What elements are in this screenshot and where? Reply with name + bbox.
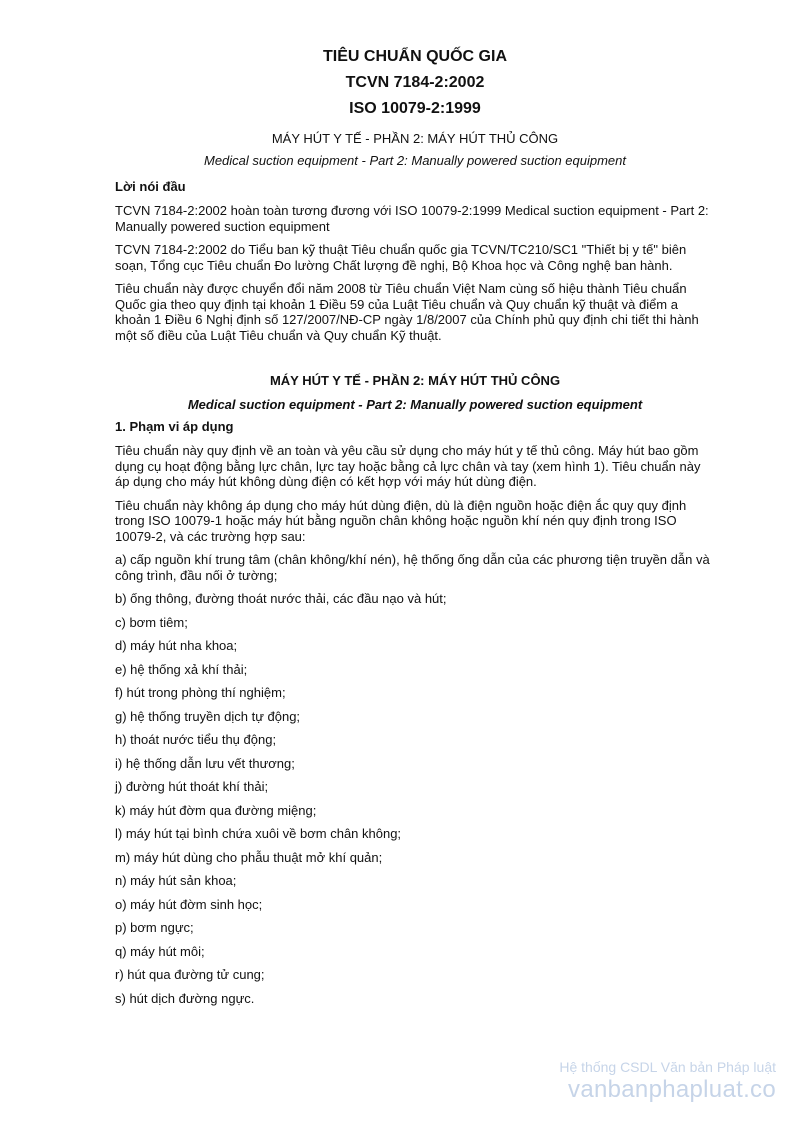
standard-code-iso: ISO 10079-2:1999 — [349, 100, 481, 117]
foreword-heading: Lời nói đầu — [115, 179, 186, 194]
foreword-paragraph: TCVN 7184-2:2002 do Tiểu ban kỹ thuật Tiêu chuẩn quốc gia TCVN/TC210/SC1 "Thiết bị y tế" biên soạn, Tổng cục Tiêu chuẩn Đo lường Chất lượng đề nghị, Bộ Khoa học và Công nghệ ban hành. — [115, 242, 687, 273]
section-heading-en: Medical suction equipment - Part 2: Manually powered suction equipment — [187, 397, 643, 412]
list-item: i) hệ thống dẫn lưu vết thương; — [115, 755, 295, 771]
list-item: b) ống thông, đường thoát nước thải, các đầu nạo và hút; — [115, 591, 447, 606]
list-item: j) đường hút thoát khí thải; — [115, 779, 269, 794]
list-item: l) máy hút tại bình chứa xuôi về bơm chân không; — [115, 826, 402, 841]
foreword-paragraph: Tiêu chuẩn này được chuyển đổi năm 2008 từ Tiêu chuẩn Việt Nam cùng số hiệu thành Tiêu chuẩn Quốc gia theo quy định tại khoản 1 Điều 59 của Luật Tiêu chuẩn và Quy chuẩn kỹ thuật và điểm a khoản 1 Điều 6 Nghị định số 127/2007/NĐ-CP ngày 1/8/2007 của Chính phủ quy định chi tiết thi hành một số điều của Luật Tiêu chuẩn và Quy chuẩn Kỹ thuật. — [115, 281, 699, 343]
list-item: s) hút dịch đường ngực. — [115, 990, 255, 1006]
scope-paragraph: Tiêu chuẩn này không áp dụng cho máy hút dùng điện, dù là điện nguồn hoặc điện ắc quy quy định trong ISO 10079-1 hoặc máy hút bằng nguồn chân không hoặc nguồn khí nén quy định trong ISO 10079-2, và các trường hợp sau: — [115, 497, 687, 544]
exclusion-list — [115, 552, 715, 1006]
list-item: n) máy hút sản khoa; — [115, 873, 237, 888]
list-item: m) máy hút dùng cho phẫu thuật mở khí quản; — [115, 849, 383, 865]
list-item: d) máy hút nha khoa; — [115, 638, 238, 653]
list-item: f) hút trong phòng thí nghiệm; — [115, 685, 286, 700]
document-subtitle-vi: MÁY HÚT Y TẾ - PHẦN 2: MÁY HÚT THỦ CÔNG — [271, 131, 559, 146]
standard-code-tcvn: TCVN 7184-2:2002 — [345, 74, 485, 91]
foreword-paragraph: TCVN 7184-2:2002 hoàn toàn tương đương với ISO 10079-2:1999 Medical suction equipment - Part 2: Manually powered suction equipment — [115, 203, 709, 234]
list-item: e) hệ thống xả khí thải; — [115, 661, 248, 677]
list-item: k) máy hút đờm qua đường miệng; — [115, 802, 317, 818]
list-item: a) cấp nguồn khí trung tâm (chân không/khí nén), hệ thống ống dẫn của các phương tiện truyền dẫn và công trình, đầu nối ở tường; — [115, 552, 710, 583]
list-item: g) hệ thống truyền dịch tự động; — [115, 708, 301, 724]
list-item: r) hút qua đường tử cung; — [115, 967, 265, 982]
list-item: c) bơm tiêm; — [115, 614, 188, 630]
document-page — [115, 0, 715, 1006]
section-heading-vi: MÁY HÚT Y TẾ - PHẦN 2: MÁY HÚT THỦ CÔNG — [269, 373, 561, 388]
watermark-caption: Hệ thống CSDL Văn bản Pháp luật — [559, 1059, 776, 1075]
watermark — [559, 1058, 776, 1104]
document-title: TIÊU CHUẨN QUỐC GIA — [323, 48, 507, 65]
scope-paragraph: Tiêu chuẩn này quy định về an toàn và yêu cầu sử dụng cho máy hút y tế thủ công. Máy hút bao gồm dụng cụ hoạt động bằng lực chân, lực tay hoặc bằng cả lực chân và tay (xem hình 1). Tiêu chuẩn này áp dụng cho máy hút không dùng điện có kết hợp với máy hút dùng điện. — [115, 443, 701, 489]
scope-heading: 1. Phạm vi áp dụng — [115, 419, 234, 434]
list-item: o) máy hút đờm sinh học; — [115, 896, 263, 912]
list-item: q) máy hút môi; — [115, 943, 205, 959]
list-item: h) thoát nước tiểu thụ động; — [115, 732, 277, 747]
watermark-site: vanbanphapluat.co — [568, 1076, 776, 1103]
list-item: p) bơm ngực; — [115, 920, 194, 935]
document-subtitle-en: Medical suction equipment - Part 2: Manually powered suction equipment — [203, 153, 626, 168]
